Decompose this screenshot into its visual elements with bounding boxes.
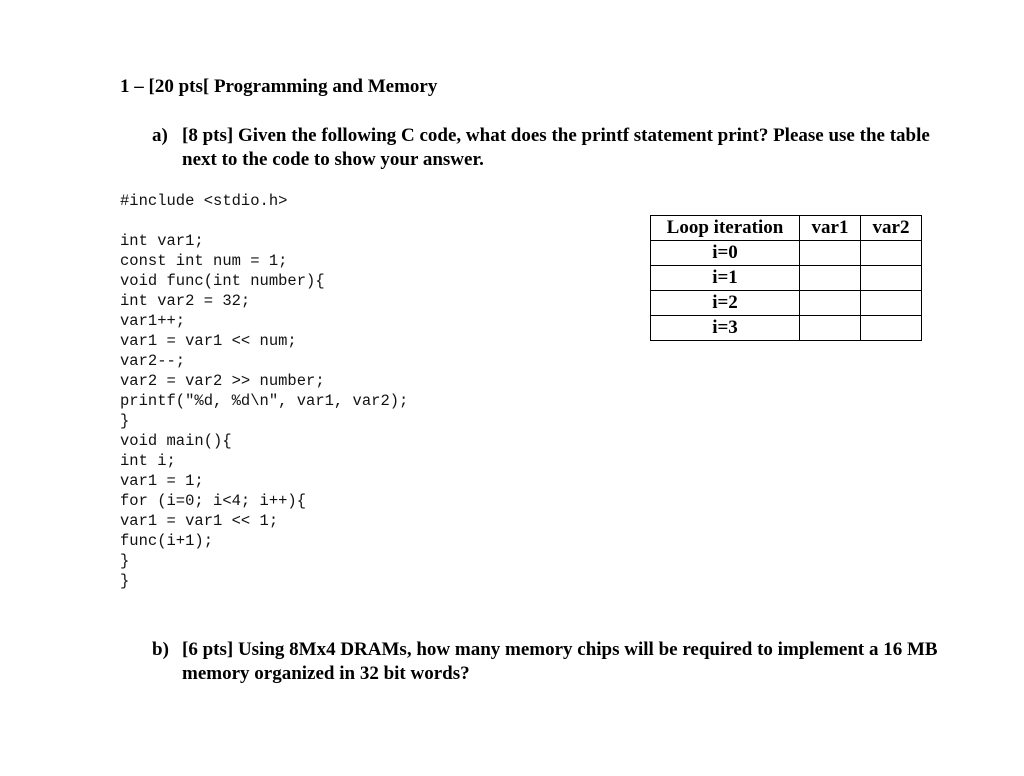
code-block bbox=[120, 191, 408, 591]
question-b-text: [6 pts] Using 8Mx4 DRAMs, how many memory chips will be required to implement a 16 MB memory organized in 32 bit words? bbox=[182, 639, 938, 684]
table-row bbox=[651, 316, 922, 341]
code-line: var1 = 1; bbox=[120, 472, 204, 490]
table-row bbox=[651, 291, 922, 316]
var2-answer-cell[interactable] bbox=[861, 316, 922, 341]
code-line: int var2 = 32; bbox=[120, 292, 251, 310]
header-loop-iteration: Loop iteration bbox=[651, 216, 800, 241]
question-b-marker: b) bbox=[152, 639, 169, 660]
table-header-row bbox=[651, 216, 922, 241]
question-a-text: [8 pts] Given the following C code, what does the printf statement print? Please use the table next to the code to show your answer. bbox=[182, 125, 930, 170]
code-line: const int num = 1; bbox=[120, 252, 288, 270]
code-line: } bbox=[120, 552, 130, 570]
var2-answer-cell[interactable] bbox=[861, 266, 922, 291]
table-row bbox=[651, 241, 922, 266]
code-line: void main(){ bbox=[120, 432, 232, 450]
question-a bbox=[152, 124, 952, 172]
header-var2: var2 bbox=[861, 216, 922, 241]
code-line: var1++; bbox=[120, 312, 186, 330]
code-line: } bbox=[120, 572, 130, 590]
section-title: 1 – [20 pts[ Programming and Memory bbox=[120, 76, 438, 97]
code-line: int i; bbox=[120, 452, 176, 470]
code-line: var2--; bbox=[120, 352, 186, 370]
answer-table bbox=[650, 215, 922, 341]
var2-answer-cell[interactable] bbox=[861, 241, 922, 266]
code-line: func(i+1); bbox=[120, 532, 214, 550]
var1-answer-cell[interactable] bbox=[800, 316, 861, 341]
var1-answer-cell[interactable] bbox=[800, 241, 861, 266]
code-line: var2 = var2 >> number; bbox=[120, 372, 325, 390]
var1-answer-cell[interactable] bbox=[800, 266, 861, 291]
header-var1: var1 bbox=[800, 216, 861, 241]
question-b bbox=[152, 638, 952, 686]
question-a-marker: a) bbox=[152, 125, 168, 146]
iteration-cell: i=2 bbox=[651, 291, 800, 316]
code-line: int var1; bbox=[120, 232, 204, 250]
table-row bbox=[651, 266, 922, 291]
iteration-cell: i=3 bbox=[651, 316, 800, 341]
iteration-cell: i=0 bbox=[651, 241, 800, 266]
code-line: printf("%d, %d\n", var1, var2); bbox=[120, 392, 409, 410]
code-line: var1 = var1 << num; bbox=[120, 332, 297, 350]
iteration-cell: i=1 bbox=[651, 266, 800, 291]
code-line bbox=[120, 211, 408, 231]
code-line: void func(int number){ bbox=[120, 272, 325, 290]
code-line: var1 = var1 << 1; bbox=[120, 512, 279, 530]
code-line: } bbox=[120, 412, 130, 430]
var2-answer-cell[interactable] bbox=[861, 291, 922, 316]
var1-answer-cell[interactable] bbox=[800, 291, 861, 316]
code-line: #include <stdio.h> bbox=[120, 192, 288, 210]
code-line: for (i=0; i<4; i++){ bbox=[120, 492, 307, 510]
